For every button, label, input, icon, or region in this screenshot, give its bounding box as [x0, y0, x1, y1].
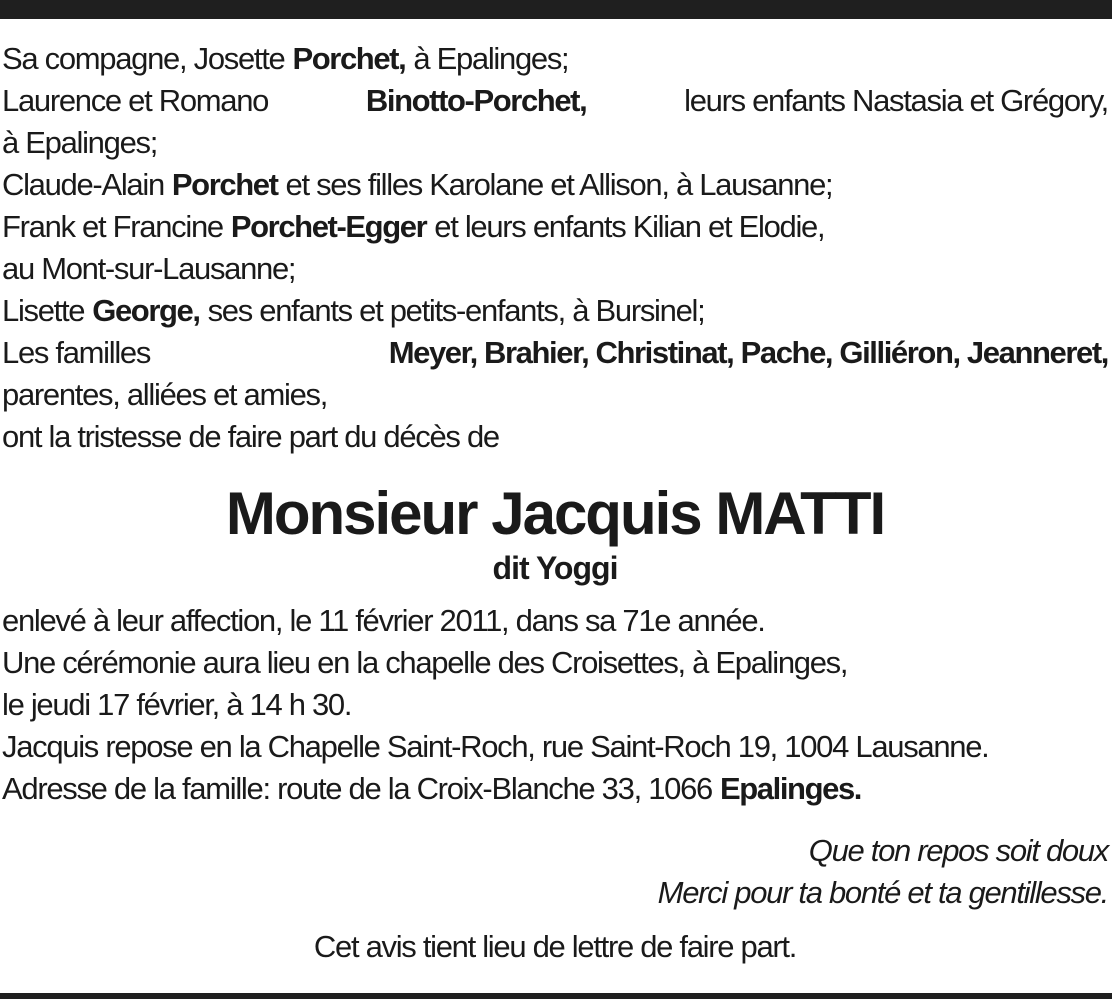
details-line-2: Une cérémonie aura lieu en la chapelle des Croisettes, à Epalinges,	[2, 645, 848, 680]
family-line-4-text: Claude-Alain	[2, 167, 164, 202]
family-line-9: parentes, alliées et amies,	[2, 377, 328, 412]
family-line-2-children: leurs enfants Nastasia et Grégory,	[684, 83, 1108, 118]
family-line-7	[2, 290, 1108, 332]
family-line-5-children: et leurs enfants Kilian et Elodie,	[434, 209, 825, 244]
bottom-rule	[0, 993, 1112, 999]
quote-line-1: Que ton repos soit doux	[808, 833, 1108, 868]
family-line-7-place: ses enfants et petits-enfants, à Bursinel;	[207, 293, 705, 328]
family-address-place: Epalinges.	[719, 771, 861, 806]
death-notice	[2, 38, 1108, 968]
deceased-nickname: dit Yoggi	[492, 550, 618, 586]
family-line-5	[2, 206, 1108, 248]
family-line-1	[2, 38, 1108, 80]
details-line-5	[2, 768, 1108, 810]
family-line-7-text: Lisette	[2, 293, 85, 328]
family-line-5-text: Frank et Francine	[2, 209, 223, 244]
family-line-6: au Mont-sur-Lausanne;	[2, 251, 296, 286]
family-line-8-text: Les familles	[2, 335, 151, 370]
family-line-2-text: Laurence et Romano	[2, 83, 269, 118]
family-name-porchet: Porchet,	[292, 41, 406, 76]
family-name-porchet-egger: Porchet-Egger	[230, 209, 427, 244]
details-line-1: enlevé à leur affection, le 11 février 2011, dans sa 71e année.	[2, 603, 765, 638]
family-line-1-text: Sa compagne, Josette	[2, 41, 285, 76]
family-name-george: George,	[92, 293, 200, 328]
top-rule	[0, 0, 1112, 19]
family-line-4	[2, 164, 1108, 206]
family-address: Adresse de la famille: route de la Croix-Blanche 33, 1066	[2, 771, 712, 806]
family-name-porchet-2: Porchet	[171, 167, 278, 202]
family-line-3: à Epalinges;	[2, 125, 158, 160]
details-line-4: Jacquis repose en la Chapelle Saint-Roch, rue Saint-Roch 19, 1004 Lausanne.	[2, 729, 989, 764]
family-names-list: Meyer, Brahier, Christinat, Pache, Gilliéron, Jeanneret,	[388, 335, 1108, 370]
family-line-10: ont la tristesse de faire part du décès de	[2, 419, 499, 454]
deceased-name: Monsieur Jacquis MATTI	[225, 480, 885, 547]
family-line-4-children: et ses filles Karolane et Allison, à Lausanne;	[285, 167, 833, 202]
quote-line-2: Merci pour ta bonté et ta gentillesse.	[657, 875, 1108, 910]
family-line-2	[2, 80, 1108, 122]
quote	[2, 830, 1108, 914]
closing-note: Cet avis tient lieu de lettre de faire part.	[313, 929, 797, 964]
details-line-3: le jeudi 17 février, à 14 h 30.	[2, 687, 352, 722]
family-name-binotto-porchet: Binotto-Porchet,	[365, 83, 587, 118]
family-line-1-place: à Epalinges;	[413, 41, 569, 76]
family-line-8	[2, 332, 1108, 374]
